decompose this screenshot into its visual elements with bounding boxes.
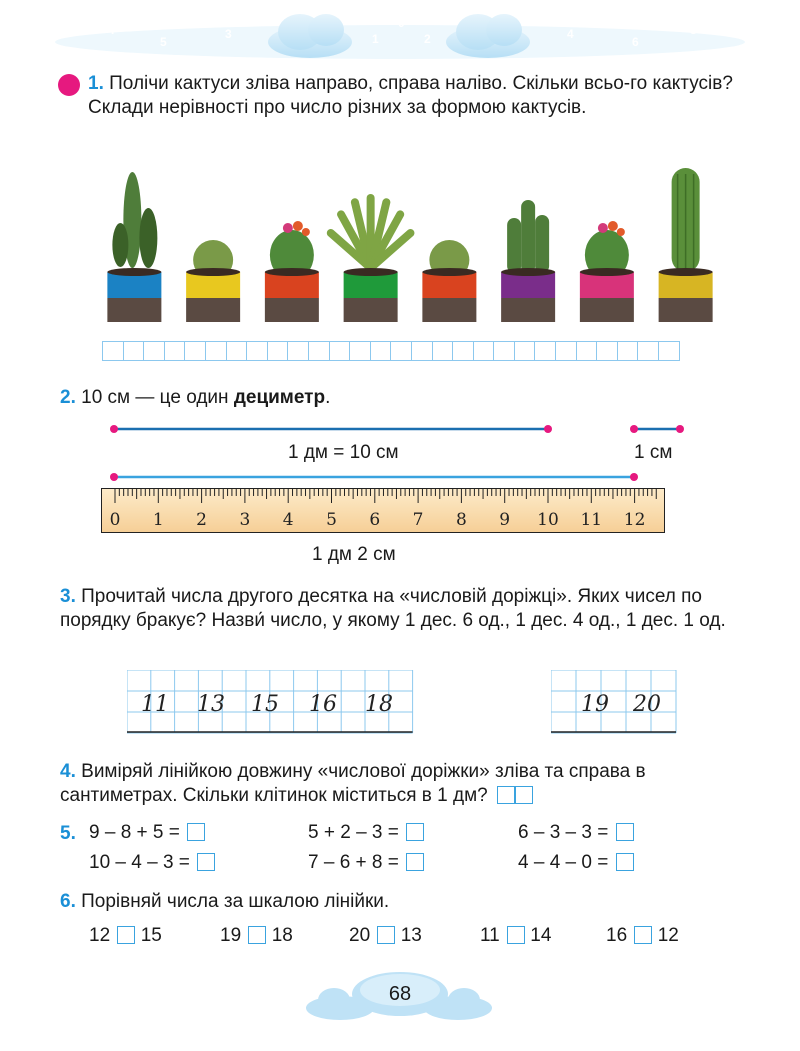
answer-cell[interactable] <box>411 341 433 361</box>
ruler-label: 9 <box>499 510 511 530</box>
answer-cell[interactable] <box>473 341 495 361</box>
task4-instruction: Виміряй лінійкою довжину «числової доріжки» зліва та справа в сантиметрах. Скільки клітинок міститься в 1 дм? <box>60 761 646 806</box>
task-number: 2. <box>60 387 76 408</box>
cloud-number: 2 <box>424 32 431 46</box>
answer-cell[interactable] <box>514 341 536 361</box>
track-number: 18 <box>365 692 393 717</box>
compare-pair: 16 12 <box>606 925 679 946</box>
compare-pair: 12 15 <box>89 925 162 946</box>
answer-box[interactable] <box>515 786 533 804</box>
task2-text <box>60 386 330 410</box>
cloud-number: 0 <box>398 16 405 30</box>
answer-cell[interactable] <box>390 341 412 361</box>
cacti-illustration <box>95 160 725 330</box>
cloud-number: 6 <box>632 35 639 49</box>
answer-cell[interactable] <box>576 341 598 361</box>
answer-cell[interactable] <box>123 341 145 361</box>
answer-cell[interactable] <box>102 341 124 361</box>
cloud-number: 4 <box>567 27 574 41</box>
ruler-label: 3 <box>239 510 251 530</box>
cactus-round-small <box>186 240 240 322</box>
number-track-left <box>127 670 417 736</box>
expression: 9 – 8 + 5 = <box>89 822 205 844</box>
label-dm: 1 дм = 10 см <box>288 442 399 463</box>
answer-cell[interactable] <box>246 341 268 361</box>
track-number: 19 <box>581 692 609 717</box>
answer-box[interactable] <box>187 823 205 841</box>
answer-box[interactable] <box>497 786 515 804</box>
cactus-tall-column <box>659 168 713 322</box>
cactus-agave <box>331 198 411 322</box>
ruler-label: 4 <box>282 510 294 530</box>
number-track-right <box>551 670 681 736</box>
answer-box[interactable] <box>117 926 135 944</box>
track-number: 15 <box>251 692 279 717</box>
cactus-round-flower <box>580 221 634 322</box>
cloud-number: 7 <box>110 23 117 37</box>
answer-box[interactable] <box>406 853 424 871</box>
answer-cell[interactable] <box>370 341 392 361</box>
task1-text <box>88 72 748 120</box>
task3-instruction: Прочитай числа другого десятка на «числовій доріжці». Яких чисел по порядку бракує? Назви́ число, у якому 1 дес. 6 од., 1 дес. 4 од., 1 дес. 1 од. <box>60 586 726 631</box>
answer-cell[interactable] <box>432 341 454 361</box>
answer-cell[interactable] <box>184 341 206 361</box>
answer-cell[interactable] <box>349 341 371 361</box>
compare-pair: 11 14 <box>480 925 552 946</box>
answer-cell[interactable] <box>205 341 227 361</box>
answer-cell[interactable] <box>267 341 289 361</box>
answer-box[interactable] <box>248 926 266 944</box>
segments <box>100 420 700 490</box>
answer-cell[interactable] <box>143 341 165 361</box>
ruler-label: 10 <box>537 510 559 530</box>
answer-box[interactable] <box>377 926 395 944</box>
answer-cell[interactable] <box>637 341 659 361</box>
ruler-label: 11 <box>580 510 603 530</box>
answer-cell[interactable] <box>493 341 515 361</box>
answer-cells-row <box>103 341 680 361</box>
track-number: 16 <box>309 692 337 717</box>
ruler-scale <box>101 488 665 533</box>
task6-instruction: Порівняй числа за шкалою лінійки. <box>81 891 390 912</box>
label-cm: 1 см <box>634 442 673 463</box>
answer-box[interactable] <box>616 853 634 871</box>
answer-cell[interactable] <box>164 341 186 361</box>
ruler-label: 6 <box>369 510 381 530</box>
cactus-columns <box>501 200 555 322</box>
ruler-label: 1 <box>152 510 164 530</box>
expression: 6 – 3 – 3 = <box>518 822 634 844</box>
task2-text-end: . <box>325 387 331 408</box>
answer-cell[interactable] <box>658 341 680 361</box>
answer-box[interactable] <box>197 853 215 871</box>
answer-cell[interactable] <box>555 341 577 361</box>
compare-pair: 19 18 <box>220 925 293 946</box>
track-number: 11 <box>141 692 169 717</box>
ruler-label: 2 <box>196 510 208 530</box>
ruler-label: 12 <box>623 510 646 530</box>
ruler-label: 7 <box>412 510 424 530</box>
cactus-round-small <box>422 240 476 322</box>
answer-cell[interactable] <box>329 341 351 361</box>
page-number: 68 <box>388 983 412 1005</box>
expression: 7 – 6 + 8 = <box>308 852 424 874</box>
cactus-tall-paddle <box>107 172 161 322</box>
answer-cell[interactable] <box>534 341 556 361</box>
task4-text <box>60 760 750 808</box>
answer-cell[interactable] <box>452 341 474 361</box>
answer-box[interactable] <box>634 926 652 944</box>
cloud-number: 8 <box>690 23 697 37</box>
task2-text-part: 10 см — це один <box>81 387 234 408</box>
answer-box[interactable] <box>616 823 634 841</box>
cactus-round-flower <box>265 221 319 322</box>
task6-text <box>60 890 389 914</box>
task-number: 4. <box>60 761 76 782</box>
track-number: 20 <box>633 692 661 717</box>
answer-cell[interactable] <box>287 341 309 361</box>
cloud-number: 3 <box>225 27 232 41</box>
header-clouds <box>0 0 800 70</box>
task1-instruction: Полічи кактуси зліва направо, справа наліво. Скільки всьо-го кактусів? Склади нерівності про число різних за формою кактусів. <box>88 73 733 118</box>
compare-pair: 20 13 <box>349 925 422 946</box>
cloud-number: 1 <box>372 32 379 46</box>
task-number: 6. <box>60 891 76 912</box>
expression: 4 – 4 – 0 = <box>518 852 634 874</box>
answer-cell[interactable] <box>617 341 639 361</box>
task3-text <box>60 585 750 633</box>
track-number: 13 <box>197 692 225 717</box>
task-number: 1. <box>88 73 104 94</box>
ruler-label: 0 <box>109 510 121 530</box>
label-below-ruler: 1 дм 2 см <box>312 544 396 565</box>
expression: 10 – 4 – 3 = <box>89 852 215 874</box>
task-number: 5. <box>60 823 76 844</box>
expression: 5 + 2 – 3 = <box>308 822 424 844</box>
ruler-label: 8 <box>455 510 467 530</box>
cloud-number: 5 <box>160 35 167 49</box>
answer-cell[interactable] <box>226 341 248 361</box>
answer-cell[interactable] <box>596 341 618 361</box>
answer-box[interactable] <box>406 823 424 841</box>
task-bullet <box>58 74 80 96</box>
task-number: 3. <box>60 586 76 607</box>
answer-box[interactable] <box>507 926 525 944</box>
task2-bold-term: дециметр <box>233 387 326 408</box>
ruler-label: 5 <box>326 510 337 530</box>
answer-cell[interactable] <box>308 341 330 361</box>
